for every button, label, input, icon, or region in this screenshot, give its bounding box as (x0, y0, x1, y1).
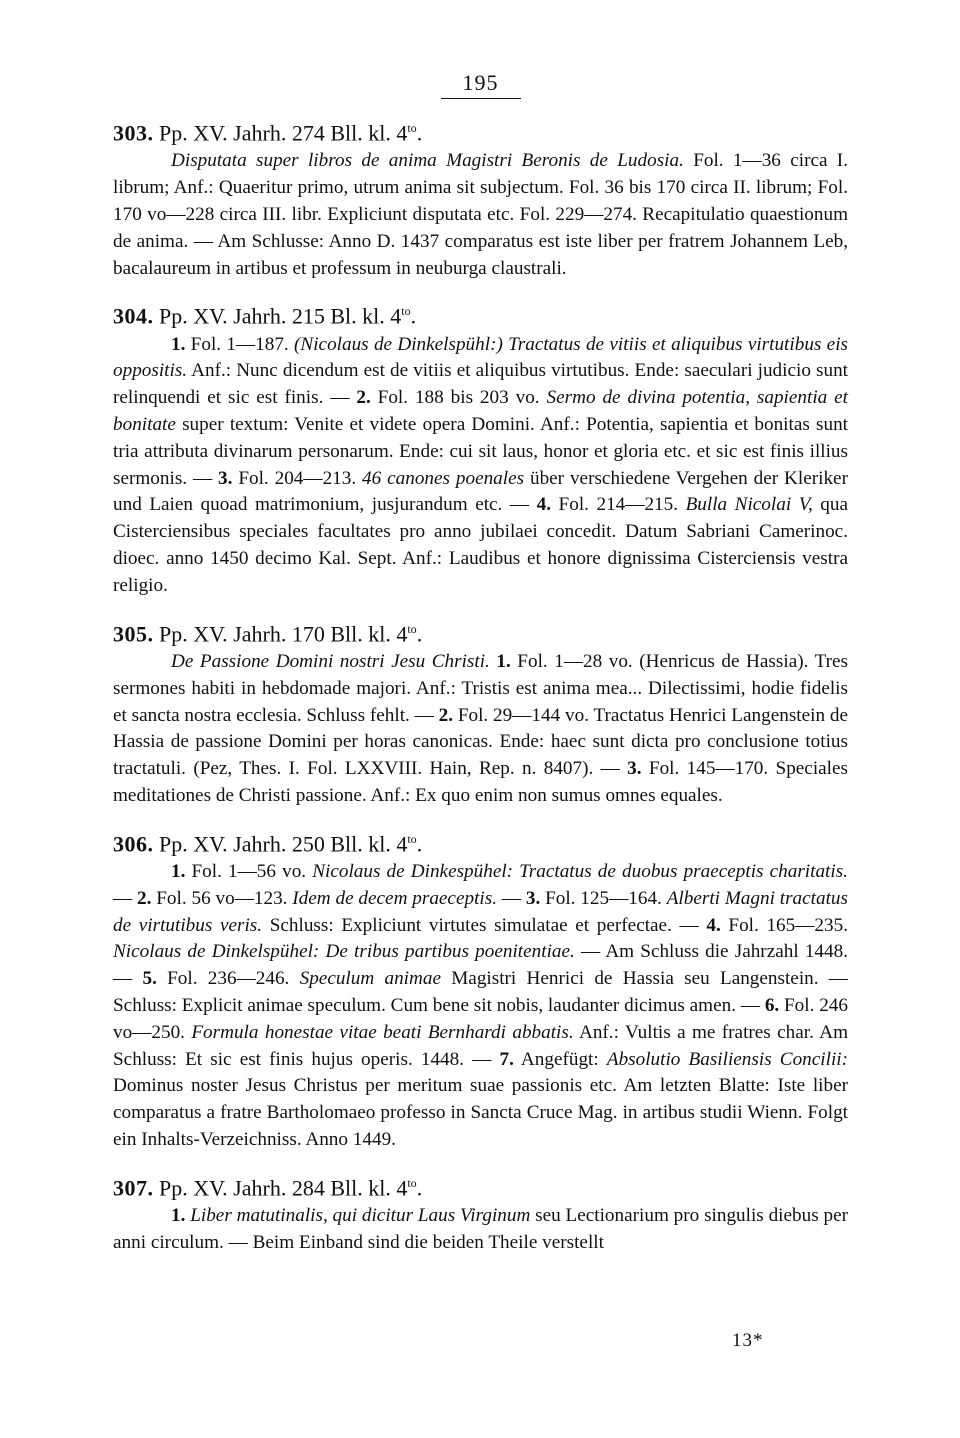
body-text: Fol. 1—56 vo. (185, 861, 313, 883)
body-text: Fol. 1—36 circa I. librum; Anf.: Quaeritur primo, utrum anima sit subjectum. Fol. 36 bis 170 circa II. librum; Fol. 170 vo—228 circa III. libr. Expliciunt disputata etc. Fol. 229—274. Recapitulatio quaestionum de anima. — Am Schlusse: Anno D. 1437 comparatus est iste liber per fratrem Johannem Leb, bacalaureum in artibus et professum in neuburga claustrali. (113, 150, 848, 279)
body-text: Fol. 29—144 vo. Tractatus Henrici Langenstein de Hassia de passione Domini per horas canonicas. Ende: haec sunt dicta pro conclusione totius tractatuli. (Pez, Thes. I. Fol. LXXVIII. Hain, Rep. n. 8407). — (113, 704, 848, 780)
entry-heading-text: Pp. XV. Jahrh. 284 Bll. kl. 4 (153, 1175, 408, 1201)
item-number: 3. (627, 758, 642, 780)
body-text: — (113, 887, 138, 909)
italic-title: Formula honestae vitae beati Bernhardi abbatis. (191, 1021, 574, 1043)
entry-heading (113, 614, 848, 649)
body-text: Anf.: Nunc dicendum est de vitiis et aliquibus virtutibus. Ende: saeculari judicio sunt relinquendi et sic est finis. — (113, 360, 848, 409)
body-text: Fol. 236—246. (156, 968, 300, 990)
catalog-entry-303 (113, 113, 848, 282)
italic-title: Disputata super libros de anima Magistri Beronis de Ludosia. (171, 150, 684, 172)
item-number: 6. (764, 995, 780, 1017)
entry-heading-sup: to (407, 831, 417, 846)
italic-title: Alberti Magni tractatus de virtutibus veris. (113, 887, 848, 936)
item-number: 2. (438, 704, 454, 726)
entry-heading-text: Pp. XV. Jahrh. 250 Bll. kl. 4 (153, 831, 408, 857)
signature-mark: 13* (732, 1330, 764, 1351)
body-text: Anf.: Vultis a me fratres char. Am Schluss: Et sic est finis hujus operis. 1448. — (113, 1021, 848, 1070)
italic-title: Nicolaus de Dinkespühel: Tractatus de duobus praeceptis charitatis. (312, 861, 848, 883)
entry-number: 307. (113, 1175, 154, 1201)
body-text: über verschiedene Vergehen der Kleriker und Laien quoad matrimonium, jusjurandum etc. — (113, 467, 848, 516)
entry-heading-sup: to (401, 304, 411, 319)
body-text: Fol. 1—28 vo. (Henricus de Hassia). Tres sermones habiti in hebdomade majori. Anf.: Tristis est anima mea... Dilectissimi, hodie fidelis et sancta nostra ecclesia. Schluss fehlt. — (113, 650, 848, 726)
body-text: qua Cisterciensibus speciales facultates pro anno jubilaei concedit. Datum Sabriani Camerinoc. dioec. anno 1450 decimo Kal. Sept. Anf.: Laudibus et honore dignissima Cisterciensis vestra religio. (113, 494, 848, 596)
entry-body (113, 332, 848, 600)
body-text: super textum: Venite et videte opera Domini. Anf.: Potentia, sapientia et bonitas sunt tria attributa divinarum personarum. Ende: cui sit laus, honor et gloria etc. et sic est finis illius sermonis. — (113, 414, 848, 489)
body-text: Magistri Henrici de Hassia seu Langenstein. — Schluss: Explicit animae speculum. Cum bene sit nobis, laudanter dicimus amen. — (113, 968, 848, 1017)
page-number: 195 (441, 70, 521, 99)
italic-title: Idem de decem praeceptis. (292, 887, 497, 909)
body-text: Fol. 188 bis 203 vo. (370, 387, 547, 409)
item-number: 4. (536, 494, 552, 516)
entry-heading-end: . (416, 620, 423, 646)
entry-heading-end: . (416, 831, 423, 857)
italic-title: De Passione Domini nostri Jesu Christi. (171, 650, 490, 672)
catalog-entry-304 (113, 296, 848, 599)
italic-title: Nicolaus de Dinkelspühel: De tribus partibus poenitentiae. (113, 941, 575, 963)
item-number: 4. (706, 914, 721, 936)
italic-title: 46 canones poenales (362, 467, 525, 489)
body-text: Dominus noster Jesus Christus per meritum suae passionis etc. Am letzten Blatte: Iste liber comparatus a fratre Bartholomaeo professo in Sancta Cruce Mag. in artibus studii Wienn. Folgt ein Inhalts-Verzeichniss. Anno 1449. (113, 1075, 848, 1151)
entry-heading (113, 824, 848, 859)
entry-number: 303. (113, 120, 154, 146)
entry-heading-end: . (416, 120, 423, 146)
body-text: seu Lectionarium pro singulis diebus per anni circulum. — Beim Einband sind die beiden Theile verstellt (113, 1205, 848, 1253)
item-number: 5. (142, 968, 157, 990)
entry-heading-text: Pp. XV. Jahrh. 274 Bll. kl. 4 (153, 120, 408, 146)
catalog-entry-305 (113, 614, 848, 810)
entry-heading-sup: to (407, 1175, 417, 1190)
catalog-entry-306 (113, 824, 848, 1154)
body-text: Fol. 1—187. (185, 333, 295, 355)
italic-title: Liber matutinalis, qui dicitur Laus Virginum (190, 1205, 531, 1227)
body-text: Fol. 165—235. (720, 914, 848, 936)
body-text: Angefügt: (513, 1048, 607, 1070)
entry-number: 304. (113, 303, 154, 329)
body-text: Schluss: Expliciunt virtutes simulatae et perfectae. — (262, 914, 707, 936)
entry-body (113, 1203, 848, 1257)
page (113, 70, 848, 1257)
item-number: 3. (525, 887, 541, 909)
body-text: Fol. 204—213. (232, 467, 363, 489)
body-text: Fol. 246 vo—250. (113, 995, 848, 1043)
catalog-entry-307 (113, 1168, 848, 1257)
item-number: 3. (218, 467, 233, 489)
entry-heading (113, 113, 848, 148)
body-text: Fol. 214—215. (551, 494, 686, 516)
item-number: 1. (171, 1205, 186, 1227)
entry-heading-sup: to (407, 621, 417, 636)
item-number: 1. (171, 861, 186, 883)
italic-title: Sermo de divina potentia, sapientia et bonitate (113, 387, 848, 436)
entry-body (113, 859, 848, 1154)
entry-heading-text: Pp. XV. Jahrh. 170 Bll. kl. 4 (153, 620, 408, 646)
item-number: 7. (499, 1048, 514, 1070)
entry-heading-sup: to (407, 121, 417, 135)
item-number: 1. (496, 650, 511, 672)
body-text: Fol. 125—164. (540, 887, 667, 909)
entry-body (113, 649, 848, 810)
entry-number: 305. (113, 620, 154, 646)
italic-title: Bulla Nicolai V, (685, 494, 813, 516)
italic-title: Speculum animae (299, 968, 441, 990)
body-text: Fol. 56 vo—123. (151, 887, 293, 909)
entry-number: 306. (113, 831, 154, 857)
body-text: — (497, 887, 526, 909)
entry-heading (113, 296, 848, 331)
body-text: Fol. 145—170. Speciales meditationes de Christi passione. Anf.: Ex quo enim non sumus omnes equales. (113, 758, 848, 806)
italic-title: (Nicolaus de Dinkelspühl:) Tractatus de vitiis et aliquibus virtutibus eis oppositis. (113, 333, 848, 382)
body-text: — Am Schluss die Jahrzahl 1448. — (113, 941, 849, 990)
item-number: 1. (171, 333, 186, 355)
entry-heading-end: . (410, 303, 417, 329)
item-number: 2. (137, 887, 152, 909)
italic-title: Absolutio Basiliensis Concilii: (606, 1048, 849, 1070)
entry-body (113, 148, 848, 282)
item-number: 2. (356, 387, 371, 409)
entry-heading-text: Pp. XV. Jahrh. 215 Bl. kl. 4 (153, 303, 402, 329)
entry-heading-end: . (416, 1175, 423, 1201)
entry-heading (113, 1168, 848, 1203)
